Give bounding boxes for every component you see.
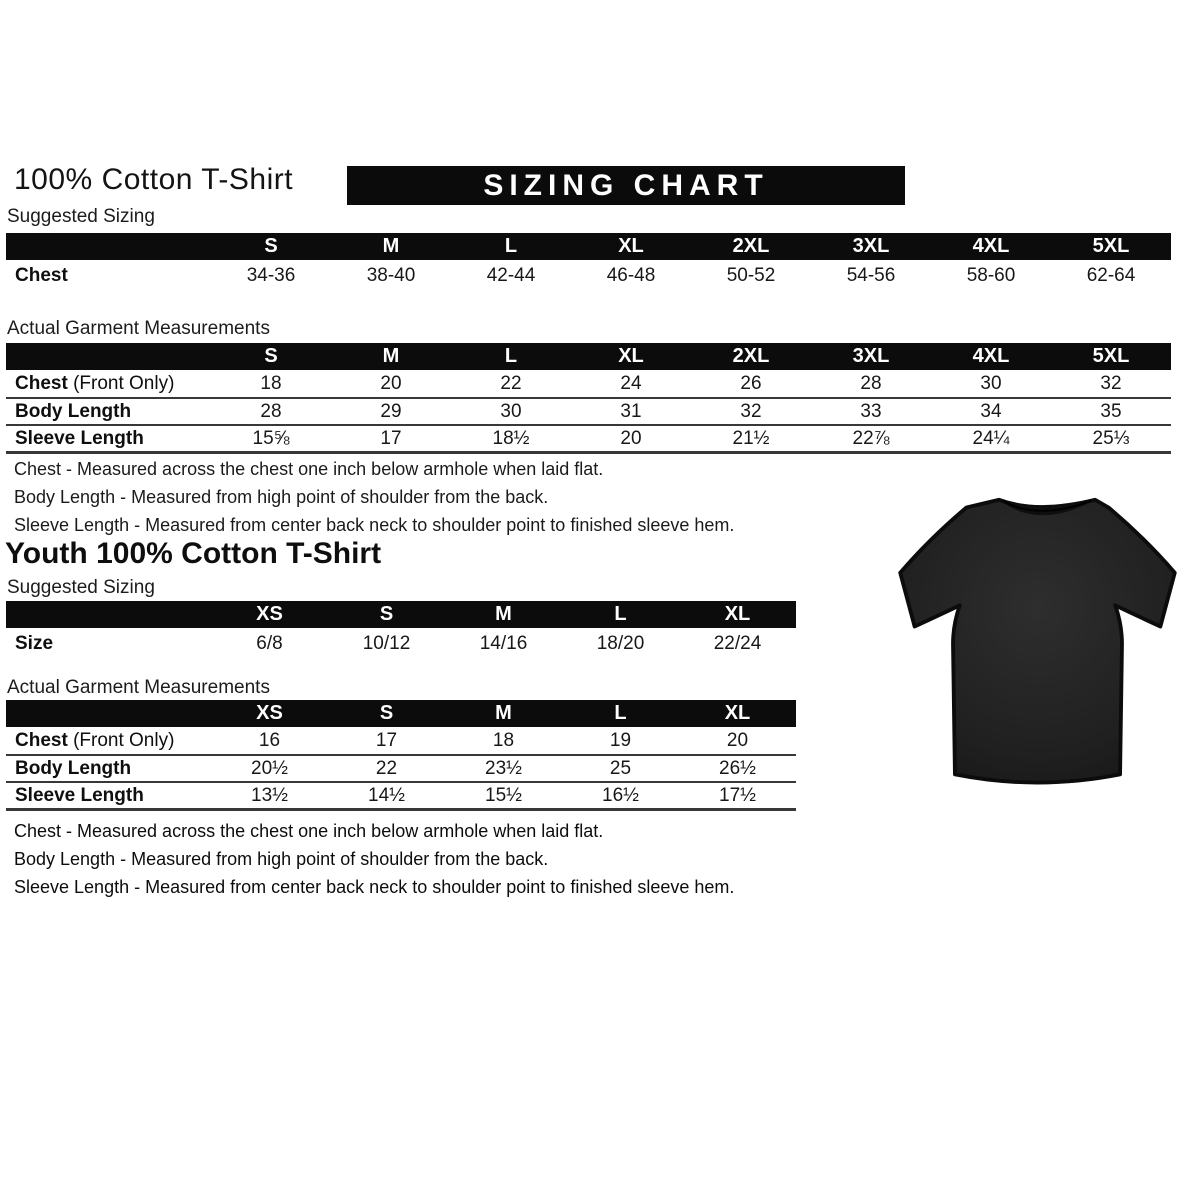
measurement-cell: 14½ [368, 784, 405, 806]
table-header-row [6, 601, 796, 628]
measurement-cell: 38-40 [366, 264, 416, 286]
row-label: Body Length [15, 400, 132, 422]
measurement-cell: 22/24 [713, 632, 762, 654]
table-row [6, 727, 796, 754]
measurement-cell: 22 [375, 757, 398, 779]
measurement-cell: 17 [375, 729, 398, 751]
measurement-cell: 30 [500, 400, 522, 422]
size-column-header: 2XL [732, 235, 770, 257]
row-label: Chest (Front Only) [15, 729, 175, 751]
note-body-length: Body Length - Measured from high point of shoulder from the back. [14, 487, 549, 507]
youth-measurement-notes [14, 821, 734, 905]
size-column-header: 2XL [732, 345, 770, 367]
measurement-cell: 32 [740, 400, 762, 422]
table-header-row [6, 700, 796, 727]
measurement-cell: 20½ [251, 757, 288, 779]
measurement-cell: 20 [726, 729, 749, 751]
size-column-header: 3XL [852, 345, 890, 367]
measurement-cell: 15⅝ [252, 427, 290, 449]
measurement-cell: 24¼ [972, 427, 1010, 449]
measurement-cell: 26½ [719, 757, 756, 779]
measurement-cell: 50-52 [726, 264, 776, 286]
size-column-header: 3XL [852, 235, 890, 257]
measurement-cell: 33 [860, 400, 882, 422]
table-row [6, 754, 796, 781]
measurement-cell: 32 [1100, 372, 1122, 394]
adult-actual-measurements-table [6, 343, 1171, 454]
measurement-cell: 19 [609, 729, 632, 751]
measurement-cell: 10/12 [362, 632, 411, 654]
youth-section-title: Youth 100% Cotton T-Shirt [5, 537, 382, 570]
measurement-cell: 20 [380, 372, 402, 394]
adult-suggested-sizing-table [6, 233, 1171, 291]
youth-actual-measurements-table [6, 700, 796, 811]
row-label: Body Length [15, 757, 132, 779]
measurement-cell: 42-44 [486, 264, 536, 286]
measurement-cell: 35 [1100, 400, 1122, 422]
measurement-cell: 18 [492, 729, 515, 751]
youth-suggested-sizing-table [6, 601, 796, 659]
measurement-cell: 54-56 [846, 264, 896, 286]
table-header-row [6, 343, 1171, 370]
note-chest: Chest - Measured across the chest one inch below armhole when laid flat. [14, 821, 604, 841]
size-column-header: XS [256, 603, 283, 625]
measurement-cell: 15½ [485, 784, 522, 806]
size-column-header: XL [724, 603, 751, 625]
row-label: Chest (Front Only) [15, 372, 175, 394]
measurement-cell: 25 [609, 757, 632, 779]
youth-suggested-sizing-label: Suggested Sizing [7, 577, 155, 598]
adult-actual-measurements-label: Actual Garment Measurements [7, 318, 270, 339]
measurement-cell: 28 [260, 400, 282, 422]
size-column-header: 4XL [972, 345, 1010, 367]
measurement-cell: 29 [380, 400, 402, 422]
measurement-cell: 6/8 [256, 632, 283, 654]
measurement-cell: 62-64 [1086, 264, 1136, 286]
table-row [6, 628, 796, 659]
measurement-cell: 30 [980, 372, 1002, 394]
sizing-chart-banner [347, 166, 905, 205]
adult-suggested-sizing-label: Suggested Sizing [7, 206, 155, 227]
size-column-header: 5XL [1092, 235, 1130, 257]
measurement-cell: 21½ [732, 427, 770, 449]
note-body-length: Body Length - Measured from high point of shoulder from the back. [14, 849, 549, 869]
page-title: 100% Cotton T-Shirt [14, 163, 294, 196]
size-column-header: L [614, 702, 627, 724]
table-row [6, 260, 1171, 291]
measurement-cell: 18/20 [596, 632, 645, 654]
measurement-cell: 28 [860, 372, 882, 394]
table-row [6, 397, 1171, 424]
measurement-cell: 17 [380, 427, 402, 449]
table-row [6, 370, 1171, 397]
size-column-header: L [504, 235, 518, 257]
measurement-cell: 31 [620, 400, 642, 422]
tshirt-product-image [880, 471, 1195, 807]
size-column-header: M [382, 235, 400, 257]
size-column-header: S [379, 603, 394, 625]
measurement-cell: 23½ [485, 757, 522, 779]
size-column-header: M [495, 702, 512, 724]
size-column-header: XS [256, 702, 283, 724]
measurement-cell: 26 [740, 372, 762, 394]
measurement-cell: 16 [258, 729, 281, 751]
measurement-cell: 22 [500, 372, 522, 394]
table-header-row [6, 233, 1171, 260]
measurement-cell: 20 [620, 427, 642, 449]
table-row [6, 424, 1171, 451]
measurement-cell: 18 [260, 372, 282, 394]
measurement-cell: 25⅓ [1092, 427, 1130, 449]
size-column-header: XL [618, 235, 644, 257]
size-column-header: 4XL [972, 235, 1010, 257]
measurement-cell: 22⅞ [852, 427, 890, 449]
size-column-header: L [504, 345, 518, 367]
size-column-header: S [264, 345, 278, 367]
row-label: Size [15, 632, 54, 654]
sizing-chart-banner-label: SIZING CHART [483, 168, 769, 202]
black-tshirt-icon [880, 471, 1195, 807]
row-label: Chest [15, 264, 68, 286]
measurement-cell: 13½ [251, 784, 288, 806]
size-column-header: S [379, 702, 394, 724]
row-label: Sleeve Length [15, 784, 144, 806]
table-row [6, 781, 796, 808]
size-column-header: 5XL [1092, 345, 1130, 367]
note-sleeve-length: Sleeve Length - Measured from center back neck to shoulder point to finished sleeve hem. [14, 877, 735, 897]
measurement-cell: 17½ [719, 784, 756, 806]
youth-actual-measurements-label: Actual Garment Measurements [7, 677, 270, 698]
note-sleeve-length: Sleeve Length - Measured from center back neck to shoulder point to finished sleeve hem. [14, 515, 735, 535]
size-column-header: XL [618, 345, 644, 367]
size-column-header: S [264, 235, 278, 257]
size-column-header: XL [724, 702, 751, 724]
measurement-cell: 34-36 [246, 264, 296, 286]
note-chest: Chest - Measured across the chest one inch below armhole when laid flat. [14, 459, 604, 479]
row-label: Sleeve Length [15, 427, 144, 449]
measurement-cell: 24 [620, 372, 642, 394]
adult-measurement-notes [14, 459, 734, 543]
measurement-cell: 18½ [492, 427, 530, 449]
measurement-cell: 58-60 [966, 264, 1016, 286]
measurement-cell: 14/16 [479, 632, 528, 654]
size-column-header: L [614, 603, 627, 625]
size-column-header: M [495, 603, 512, 625]
measurement-cell: 34 [980, 400, 1002, 422]
size-column-header: M [382, 345, 400, 367]
measurement-cell: 16½ [602, 784, 639, 806]
measurement-cell: 46-48 [606, 264, 656, 286]
